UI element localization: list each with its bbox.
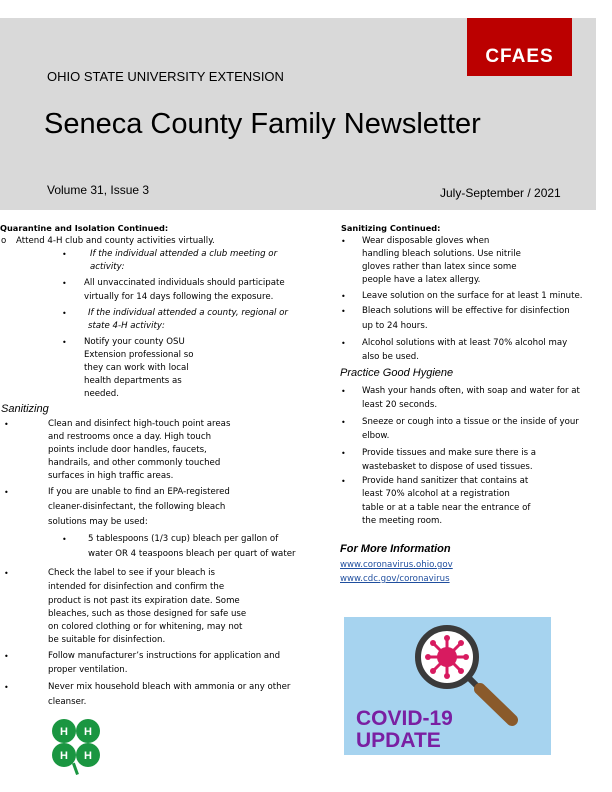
list-item: cleaner-disinfectant, the following bleach: [48, 502, 226, 512]
list-item: health departments as: [84, 376, 182, 386]
list-item: state 4-H activity:: [88, 321, 165, 331]
bullet: •: [4, 488, 9, 497]
covid-line-1: COVID-19: [356, 707, 453, 730]
bullet: •: [4, 569, 9, 578]
bullet: •: [341, 307, 346, 316]
list-item: If the individual attended a county, regional or: [88, 308, 288, 318]
clover-icon: [40, 715, 112, 775]
list-item: Attend 4-H club and county activities virtually.: [16, 236, 215, 246]
list-item: gloves rather than latex since some: [362, 262, 517, 272]
issue-date: July-September / 2021: [440, 186, 561, 200]
sanitizing-heading: Sanitizing: [1, 403, 49, 415]
covid-line-2: UPDATE: [356, 729, 441, 752]
list-item: solutions may be used:: [48, 517, 148, 527]
list-item: least 70% alcohol at a registration: [362, 489, 510, 499]
list-item: Wear disposable gloves when: [362, 236, 490, 246]
volume-issue: Volume 31, Issue 3: [47, 183, 150, 197]
more-info-heading: For More Information: [340, 543, 451, 555]
svg-text:H: H: [60, 750, 68, 762]
link-cdc-coronavirus[interactable]: www.cdc.gov/coronavirus: [340, 574, 450, 584]
list-item: Provide tissues and make sure there is a: [362, 448, 537, 458]
bullet: •: [4, 652, 9, 661]
list-item: If the individual attended a club meeting or: [90, 249, 278, 259]
list-item: the meeting room.: [362, 516, 443, 526]
magnifier-virus-icon: [344, 617, 551, 755]
bullet: •: [341, 418, 346, 427]
bullet: •: [62, 250, 67, 259]
list-item: points include door handles, faucets,: [48, 445, 207, 455]
list-item: elbow.: [362, 431, 390, 441]
list-item: and restrooms once a day. High touch: [48, 432, 212, 442]
bullet: •: [341, 477, 346, 486]
svg-text:H: H: [84, 750, 92, 762]
list-item: Never mix household bleach with ammonia or any other: [48, 682, 291, 692]
list-item: wastebasket to dispose of used tissues.: [362, 462, 533, 472]
bullet: •: [62, 279, 67, 288]
sanitizing-continued-title: Sanitizing Continued:: [341, 223, 441, 233]
bullet: •: [62, 309, 67, 318]
list-item: product is not past its expiration date. Some: [48, 596, 240, 606]
list-item: least 20 seconds.: [362, 400, 438, 410]
hygiene-heading: Practice Good Hygiene: [340, 367, 454, 379]
org-name: OHIO STATE UNIVERSITY EXTENSION: [47, 69, 284, 84]
list-item: surfaces in high traffic areas.: [48, 471, 174, 481]
list-item: virtually for 14 days following the exposure.: [84, 292, 274, 302]
bullet: •: [341, 292, 346, 301]
covid-update-graphic: [344, 617, 551, 755]
list-item: 5 tablespoons (1/3 cup) bleach per gallon of: [88, 534, 279, 544]
list-item: proper ventilation.: [48, 665, 128, 675]
list-item: If you are unable to find an EPA-registered: [48, 487, 230, 497]
bullet: •: [341, 339, 346, 348]
cfaes-logo: CFAES: [467, 18, 572, 76]
list-item: Bleach solutions will be effective for disinfection: [362, 306, 570, 316]
four-h-clover-logo: [40, 715, 112, 775]
svg-text:H: H: [60, 726, 68, 738]
bullet: •: [4, 683, 9, 692]
list-marker: o: [1, 236, 7, 246]
bullet: •: [341, 237, 346, 246]
list-item: Wash your hands often, with soap and water for at: [362, 386, 580, 396]
list-item: be suitable for disinfection.: [48, 635, 166, 645]
list-item: up to 24 hours.: [362, 321, 428, 331]
bullet: •: [341, 387, 346, 396]
list-item: Provide hand sanitizer that contains at: [362, 476, 529, 486]
list-item: Check the label to see if your bleach is: [48, 568, 216, 578]
list-item: table or at a table near the entrance of: [362, 503, 531, 513]
list-item: people have a latex allergy.: [362, 275, 481, 285]
list-item: Extension professional so: [84, 350, 194, 360]
list-item: Notify your county OSU: [84, 337, 185, 347]
bullet: •: [341, 449, 346, 458]
link-ohio-coronavirus[interactable]: www.coronavirus.ohio.gov: [340, 560, 453, 570]
list-item: they can work with local: [84, 363, 189, 373]
list-item: All unvaccinated individuals should participate: [84, 278, 285, 288]
list-item: Clean and disinfect high-touch point areas: [48, 419, 231, 429]
list-item: Alcohol solutions with at least 70% alcohol may: [362, 338, 568, 348]
list-item: Follow manufacturer’s instructions for application and: [48, 651, 281, 661]
newsletter-title: Seneca County Family Newsletter: [44, 108, 481, 140]
bullet: •: [62, 535, 67, 544]
list-item: Sneeze or cough into a tissue or the inside of your: [362, 417, 579, 427]
bullet: •: [4, 420, 9, 429]
list-item: cleanser.: [48, 697, 87, 707]
list-item: activity:: [90, 262, 125, 272]
bullet: •: [62, 338, 67, 347]
list-item: also be used.: [362, 352, 419, 362]
list-item: Leave solution on the surface for at least 1 minute.: [362, 291, 583, 301]
svg-text:H: H: [84, 726, 92, 738]
list-item: handling bleach solutions. Use nitrile: [362, 249, 521, 259]
list-item: handrails, and other commonly touched: [48, 458, 221, 468]
list-item: needed.: [84, 389, 119, 399]
list-item: bleaches, such as those designed for safe use: [48, 609, 247, 619]
list-item: on colored clothing or for whitening, may not: [48, 622, 243, 632]
list-item: intended for disinfection and confirm the: [48, 582, 225, 592]
list-item: water OR 4 teaspoons bleach per quart of water: [88, 549, 296, 559]
quarantine-title: Quarantine and Isolation Continued:: [0, 223, 169, 233]
